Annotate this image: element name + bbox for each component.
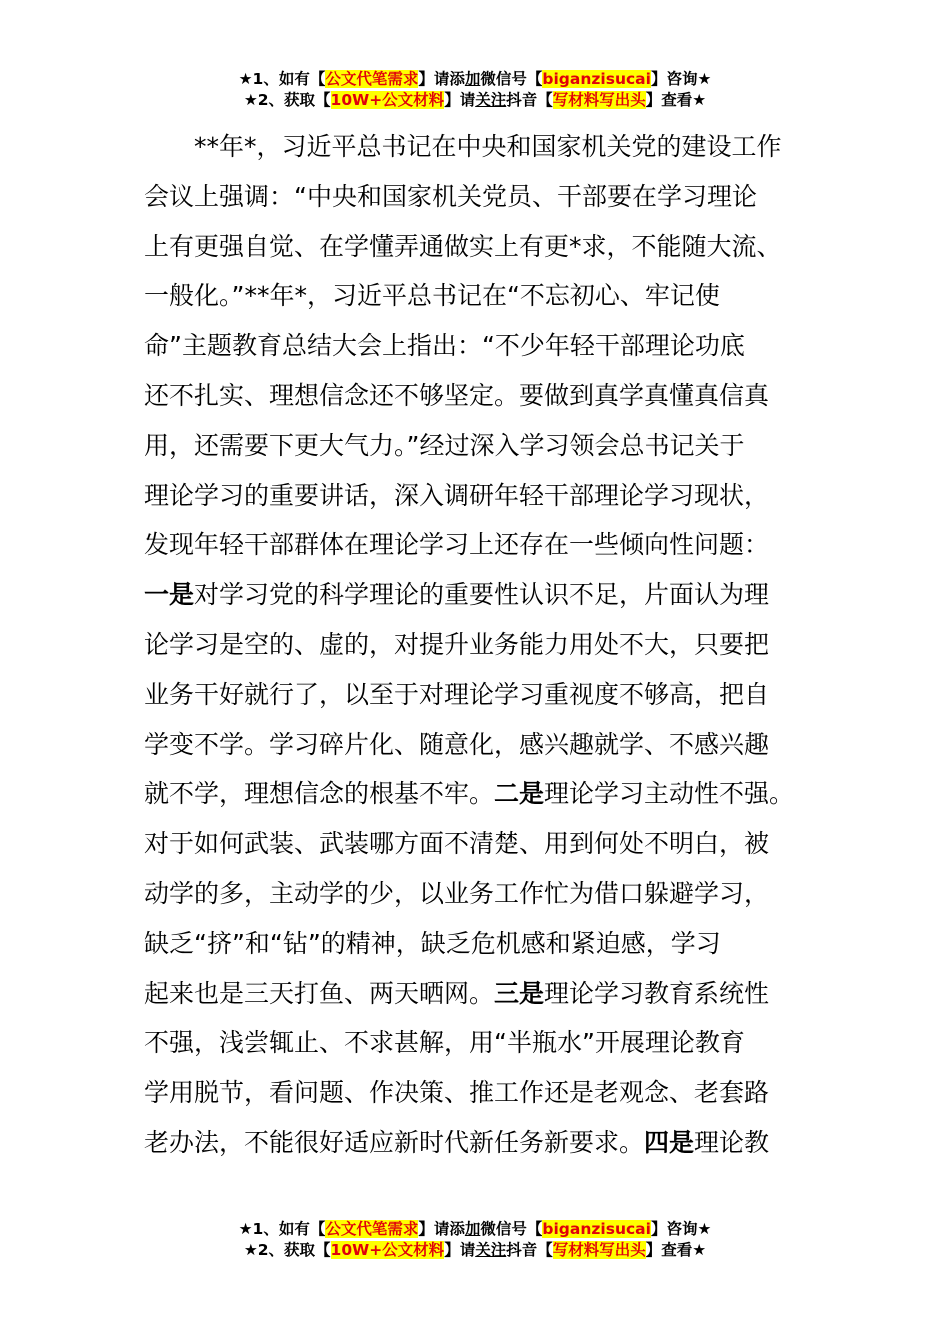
banner-text: 抖音【: [506, 1241, 553, 1259]
body-line: 学变不学。学习碎片化、随意化，感兴趣就学、不感兴趣: [144, 729, 770, 759]
banner-highlight: 写材料写出头: [552, 91, 646, 109]
banner-highlight: biganzisucai: [542, 1220, 651, 1238]
body-text: 起来也是三天打鱼、两天晒网。: [144, 978, 495, 1008]
banner-line-1: [0, 69, 950, 90]
banner-text: 】咨询★: [650, 1220, 712, 1238]
body-line: 动学的多，主动学的少，以业务工作忙为借口躲避学习，: [144, 878, 770, 908]
body-line: 理论学习的重要讲话，深入调研年轻干部理论学习现状，: [144, 480, 770, 510]
body-line: 不强，浅尝辄止、不求甚解，用“半瓶水”开展理论教育: [144, 1028, 745, 1058]
body-line: 对于如何武装、武装哪方面不清楚、用到何处不明白，被: [144, 829, 770, 859]
banner-underlined-text: 加: [464, 1220, 481, 1238]
banner-highlight: 10W+公文材料: [330, 1241, 445, 1259]
point-marker: 三是: [494, 978, 545, 1008]
body-line: 业务干好就行了，以至于对理论学习重视度不够高，把自: [144, 679, 770, 709]
header-banner: [0, 69, 950, 111]
banner-highlight: 10W+公文材料: [330, 91, 445, 109]
banner-underlined-text: 加: [464, 70, 481, 88]
banner-text: ★1、如有【: [238, 1220, 326, 1238]
banner-underlined-text: 关注: [475, 1241, 507, 1259]
banner-line-1: [0, 1219, 950, 1240]
body-line: [144, 1118, 812, 1168]
body-line: 论学习是空的、虚的，对提升业务能力用处不大，只要把: [144, 629, 770, 659]
banner-text: ★2、获取【: [243, 91, 331, 109]
point-marker: 二是: [494, 779, 545, 809]
banner-text: 微信号【: [480, 1220, 543, 1238]
body-line: 上有更强自觉、在学懂弄通做实上有更*求，不能随大流、: [144, 231, 782, 261]
body-line: 发现年轻干部群体在理论学习上还存在一些倾向性问题：: [144, 530, 770, 560]
banner-text: 】请添: [418, 1220, 465, 1238]
body-line: 学用脱节，看问题、作决策、推工作还是老观念、老套路: [144, 1078, 770, 1108]
body-line: 一般化。”**年*，习近平总书记在“不忘初心、牢记使: [144, 281, 720, 311]
banner-line-2: [0, 90, 950, 111]
body-text: 就不学，理想信念的根基不牢。: [144, 779, 495, 809]
body-text: 理论教: [694, 1127, 770, 1157]
banner-highlight: 公文代笔需求: [325, 1220, 419, 1238]
point-marker: 一是: [144, 580, 195, 610]
body-line: 会议上强调：“中央和国家机关党员、干部要在学习理论: [144, 181, 757, 211]
banner-text: 】请添: [418, 70, 465, 88]
banner-text: 抖音【: [506, 91, 553, 109]
body-line: [144, 570, 812, 620]
banner-text: 】请: [444, 91, 476, 109]
banner-line-2: [0, 1240, 950, 1261]
banner-text: ★2、获取【: [243, 1241, 331, 1259]
body-line: 用，还需要下更大气力。”经过深入学习领会总书记关于: [144, 430, 745, 460]
body-text: 理论学习教育系统性: [544, 978, 770, 1008]
banner-highlight: 写材料写出头: [552, 1241, 646, 1259]
banner-text: 】查看★: [645, 1241, 707, 1259]
banner-text: 】请: [444, 1241, 476, 1259]
body-line: 命”主题教育总结大会上指出：“不少年轻干部理论功底: [144, 331, 745, 361]
banner-text: 】咨询★: [650, 70, 712, 88]
point-marker: 四是: [644, 1127, 695, 1157]
banner-text: 】查看★: [645, 91, 707, 109]
banner-text: ★1、如有【: [238, 70, 326, 88]
document-body: [144, 122, 812, 1168]
body-text: 对学习党的科学理论的重要性认识不足，片面认为理: [194, 580, 770, 610]
body-text: 理论学习主动性不强。: [544, 779, 795, 809]
body-line: **年*，习近平总书记在中央和国家机关党的建设工作: [194, 132, 782, 161]
banner-underlined-text: 关注: [475, 91, 507, 109]
footer-banner: [0, 1219, 950, 1261]
body-line: 还不扎实、理想信念还不够坚定。要做到真学真懂真信真: [144, 380, 770, 410]
body-line: [144, 969, 812, 1019]
body-text: 老办法，不能很好适应新时代新任务新要求。: [144, 1127, 645, 1157]
banner-highlight: 公文代笔需求: [325, 70, 419, 88]
body-line: 缺乏“挤”和“钻”的精神，缺乏危机感和紧迫感，学习: [144, 928, 721, 958]
body-line: [144, 769, 812, 819]
banner-highlight: biganzisucai: [542, 70, 651, 88]
banner-text: 微信号【: [480, 70, 543, 88]
